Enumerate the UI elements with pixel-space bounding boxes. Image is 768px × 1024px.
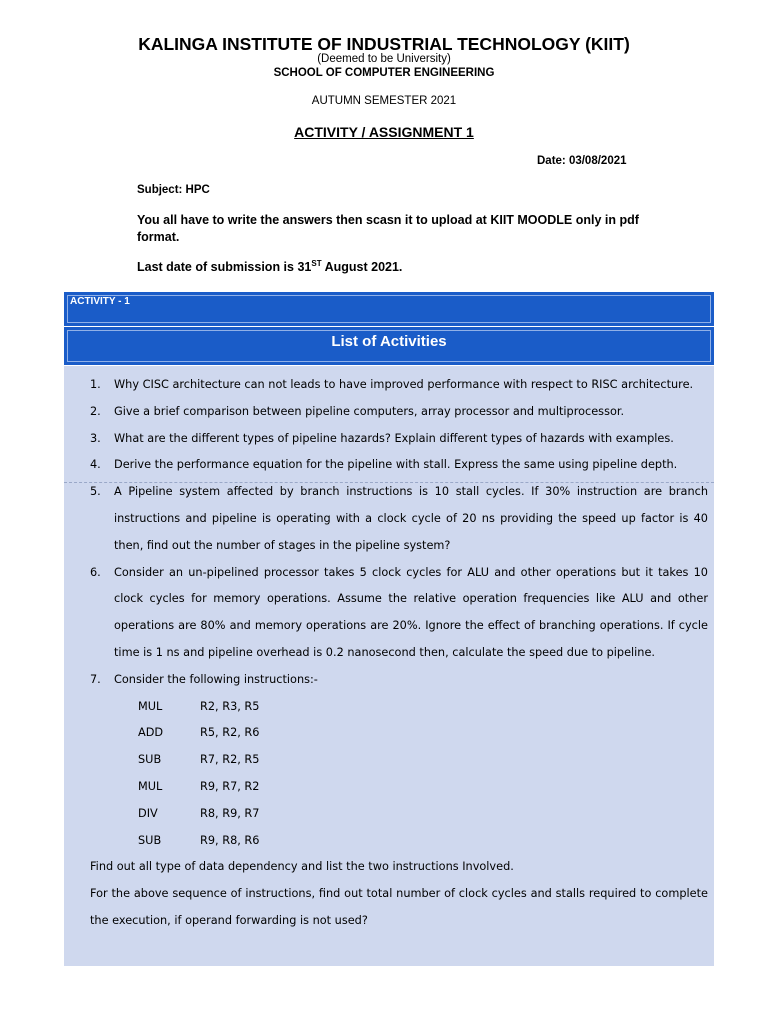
item-number: 4. <box>90 458 101 472</box>
instruction-row <box>90 828 708 855</box>
semester: AUTUMN SEMESTER 2021 <box>311 95 457 107</box>
list-title: List of Activities <box>331 333 447 350</box>
instruction-args: R9, R7, R2 <box>200 779 260 793</box>
institute-name: KALINGA INSTITUTE OF INDUSTRIAL TECHNOLOGY (KIIT) <box>138 34 630 54</box>
activity-header-frame <box>67 295 711 323</box>
instruction-op: DIV <box>138 806 158 820</box>
upload-instruction: You all have to write the answers then scasn it to upload at KIIT MOODLE only in pdf format. <box>137 213 639 244</box>
last-date-sup: ST <box>311 259 322 268</box>
last-date-prefix: Last date of submission is 31 <box>137 260 312 275</box>
instruction-args: R2, R3, R5 <box>200 699 260 713</box>
list-item <box>90 560 708 667</box>
activity-label: ACTIVITY - 1 <box>70 296 130 307</box>
list-title-bar <box>64 327 714 365</box>
date: Date: 03/08/2021 <box>537 155 627 167</box>
item-text: Why CISC architecture can not leads to have improved performance with respect to RISC architecture. <box>114 378 694 391</box>
instruction-row <box>90 774 708 801</box>
instruction-row <box>90 801 708 828</box>
list-item <box>90 479 708 559</box>
instruction-op: MUL <box>138 699 163 713</box>
item-text: A Pipeline system affected by branch instructions is 10 stall cycles. If 30% instruction are branch instructions and pipeline is operating with a clock cycle of 20 ns providing the speed up factor is 40 then, find out the number of stages in the pipeline system? <box>114 485 708 552</box>
instruction-op: MUL <box>138 779 163 793</box>
instruction-args: R8, R9, R7 <box>200 806 260 820</box>
list-item <box>90 667 708 694</box>
instruction-op: ADD <box>138 726 164 740</box>
instruction-row <box>90 694 708 721</box>
followup-question: For the above sequence of instructions, find out total number of clock cycles and stalls required to complete the execution, if operand forwarding is not used? <box>90 887 708 927</box>
item-text: Derive the performance equation for the pipeline with stall. Express the same using pipeline depth. <box>114 458 678 472</box>
item-number: 2. <box>90 404 101 418</box>
item-number: 3. <box>90 431 101 445</box>
item-text: Consider the following instructions:- <box>114 672 318 686</box>
activity-list <box>90 372 708 935</box>
activity-header-bar <box>64 292 714 326</box>
item-number: 7. <box>90 672 101 686</box>
item-text: Consider an un-pipelined processor takes 5 clock cycles for ALU and other operations but it takes 10 clock cycles for memory operations. Assume the relative operation frequencies like ALU and other operations are 80% and memory operations are 20%. Ignore the effect of branching operations. If cycle time is 1 ns and pipeline overhead is 0.2 nanosecond then, calculate the speed due to pipeline. <box>114 565 708 659</box>
item-number: 6. <box>90 565 101 579</box>
item-number: 1. <box>90 378 101 391</box>
instruction-op: SUB <box>138 753 162 767</box>
list-item <box>90 372 708 399</box>
instruction-args: R5, R2, R6 <box>200 726 260 740</box>
item-number: 5. <box>90 485 101 499</box>
instruction-args: R9, R8, R6 <box>200 833 260 847</box>
list-item <box>90 399 708 426</box>
list-item <box>90 426 708 453</box>
assignment-title: ACTIVITY / ASSIGNMENT 1 <box>294 124 474 140</box>
subject: Subject: HPC <box>137 184 210 196</box>
deemed-university: (Deemed to be University) <box>317 53 451 65</box>
instruction-row <box>90 747 708 774</box>
instruction-op: SUB <box>138 833 162 847</box>
last-date-suffix: August 2021. <box>321 260 403 275</box>
last-date <box>137 259 402 274</box>
instruction-row <box>90 720 708 747</box>
school-name: SCHOOL OF COMPUTER ENGINEERING <box>273 67 495 79</box>
item-text: What are the different types of pipeline hazards? Explain different types of hazards with examples. <box>114 431 674 445</box>
item-text: Give a brief comparison between pipeline computers, array processor and multiprocessor. <box>114 404 625 418</box>
followup-question: Find out all type of data dependency and list the two instructions Involved. <box>90 860 514 874</box>
instruction-args: R7, R2, R5 <box>200 753 260 767</box>
list-item <box>90 452 708 479</box>
